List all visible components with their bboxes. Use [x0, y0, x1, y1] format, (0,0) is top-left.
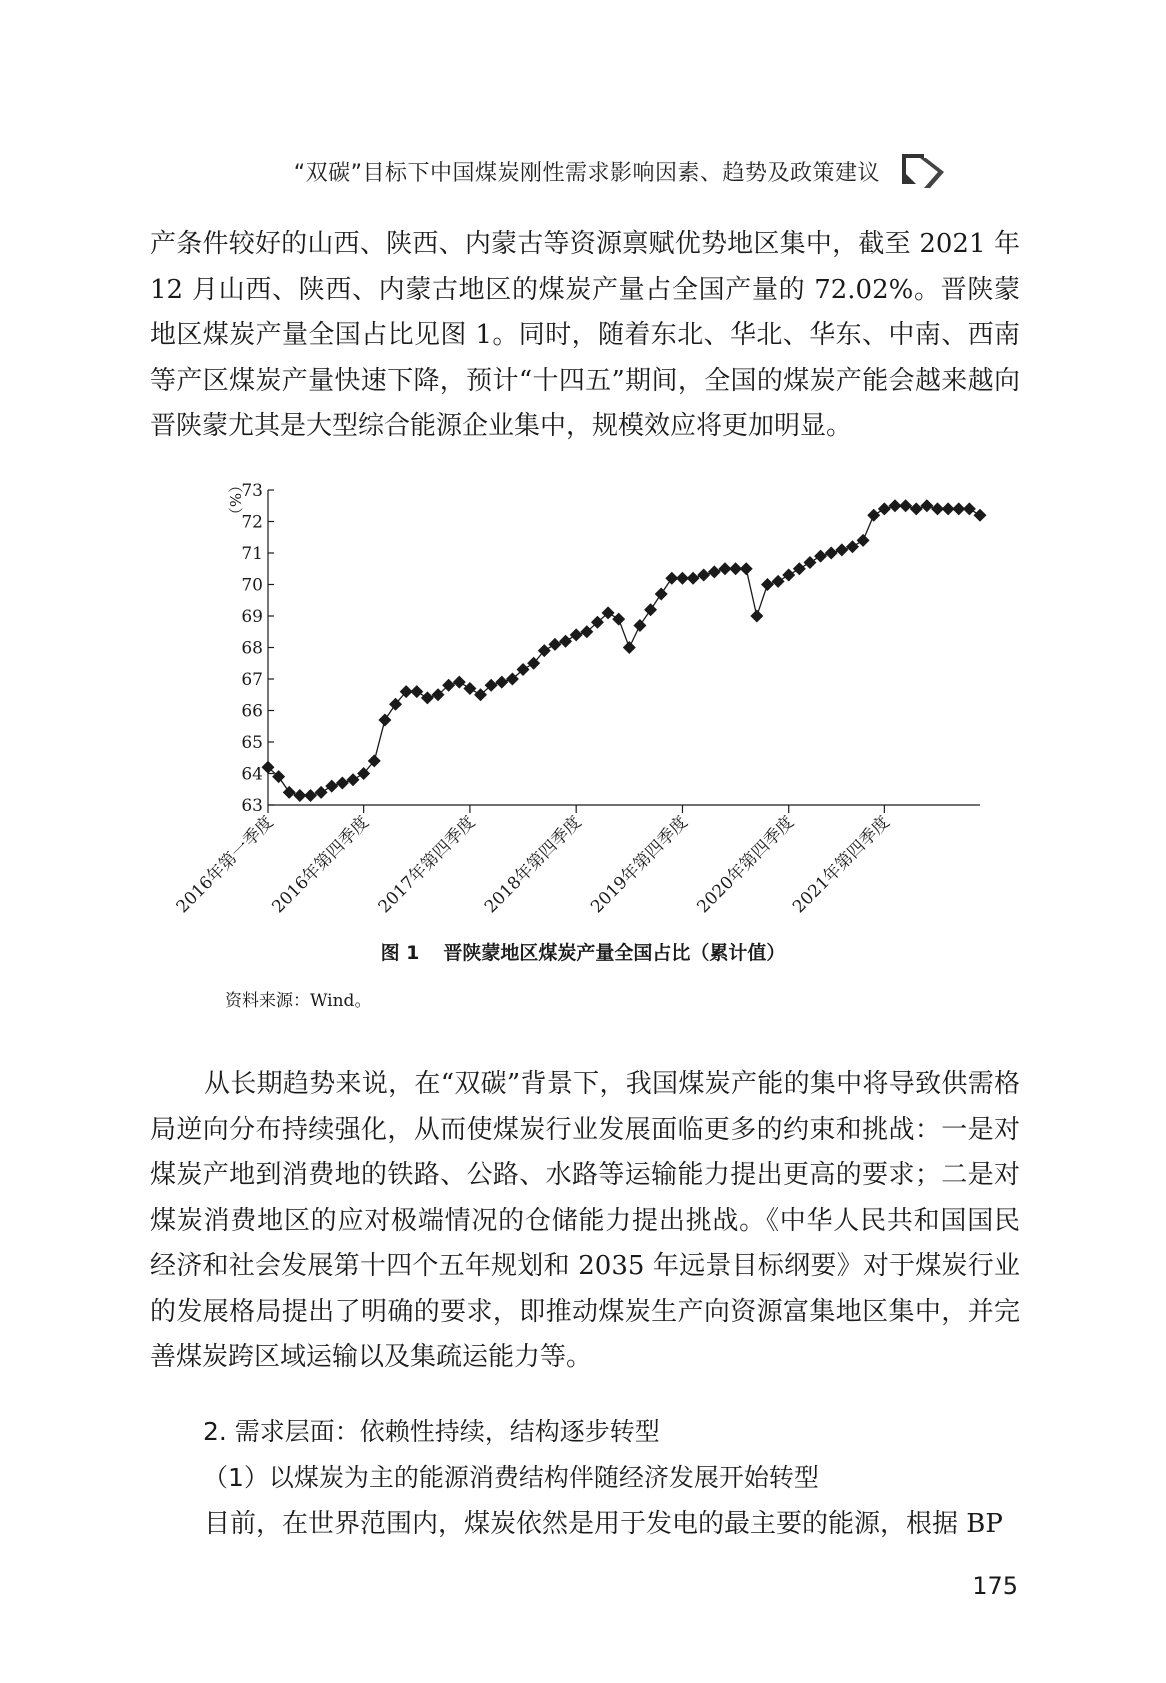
data-point [378, 713, 391, 726]
header-title: “双碳”目标下中国煤炭刚性需求影响因素、趋势及政策建议 [293, 161, 880, 186]
y-tick-label: 69 [241, 607, 263, 627]
data-point [803, 556, 816, 569]
data-point [920, 499, 933, 512]
figure-source: 资料来源：Wind。 [225, 991, 372, 1011]
x-tick-label: 2017年第四季度 [374, 812, 480, 918]
data-point [835, 543, 848, 556]
figure-number: 图 1 [380, 942, 420, 964]
data-point [782, 569, 795, 582]
y-axis-label: （%） [226, 477, 244, 523]
data-point [974, 509, 987, 522]
data-point [463, 682, 476, 695]
chapter-mark-icon [900, 152, 950, 192]
data-point [772, 575, 785, 588]
data-point [559, 635, 572, 648]
y-tick-label: 72 [241, 512, 263, 533]
data-point [623, 641, 636, 654]
paragraph-3: 目前，在世界范围内，煤炭依然是用于发电的最主要的能源，根据 BP [204, 1509, 1003, 1539]
data-point [644, 603, 657, 616]
y-tick-label: 64 [241, 764, 263, 785]
y-tick-label: 68 [241, 638, 263, 659]
data-point [347, 773, 360, 786]
data-point [421, 691, 434, 704]
running-header [150, 152, 950, 192]
figure-caption [0, 938, 1166, 965]
data-point [857, 534, 870, 547]
page-number: 175 [972, 1572, 1018, 1600]
data-point [570, 628, 583, 641]
data-point [878, 502, 891, 515]
series-markers [262, 499, 987, 802]
data-point [283, 786, 296, 799]
y-tick-label: 70 [241, 575, 263, 596]
data-point [963, 502, 976, 515]
data-point [687, 572, 700, 585]
data-point [740, 562, 753, 575]
data-point [495, 676, 508, 689]
data-point [453, 676, 466, 689]
y-tick-label: 65 [241, 733, 263, 753]
data-point [315, 786, 328, 799]
data-point [325, 780, 338, 793]
data-point [910, 502, 923, 515]
x-tick-label: 2018年第四季度 [480, 812, 586, 918]
data-point [846, 540, 859, 553]
x-tick-label: 2016年第四季度 [268, 812, 374, 918]
data-point [793, 562, 806, 575]
data-point [633, 619, 646, 632]
subsection-heading: （1）以煤炭为主的能源消费结构伴随经济发展开始转型 [203, 1463, 819, 1492]
figure-title: 晋陕蒙地区煤炭产量全国占比（累计值） [443, 942, 786, 964]
data-point [548, 638, 561, 651]
y-tick-label: 66 [241, 701, 263, 722]
data-point [750, 610, 763, 623]
paragraph-1: 产条件较好的山西、陕西、内蒙古等资源禀赋优势地区集中，截至 2021 年 12 月山西、陕西、内蒙古地区的煤炭产量占全国产量的 72.02%。晋陕蒙地区煤炭产量全国占比见图 1。同时，随着东北、华北、华东、中南、西南等产区煤炭产量快速下降，预计“十四五”期间，全国的煤炭产能会越来越向晋陕蒙尤其是大型综合能源企业集中，规模效应将更加明显。 [150, 229, 1020, 441]
y-tick-label: 67 [241, 670, 263, 690]
data-point [761, 578, 774, 591]
data-point [708, 565, 721, 578]
data-point [814, 550, 827, 563]
x-tick-label: 2021年第四季度 [789, 812, 894, 918]
data-point [304, 789, 317, 802]
series-line [268, 506, 980, 796]
data-point [899, 499, 912, 512]
y-tick-label: 63 [241, 796, 263, 816]
data-point [336, 776, 349, 789]
x-tick-label: 2016年第一季度 [172, 812, 278, 918]
figure-1-chart [172, 470, 1000, 940]
data-point [867, 509, 880, 522]
y-tick-label: 73 [241, 481, 263, 501]
x-axis [172, 805, 980, 917]
data-point [825, 547, 838, 560]
data-point [612, 613, 625, 626]
section-heading: 2. 需求层面：依赖性持续，结构逐步转型 [203, 1417, 660, 1446]
x-tick-label: 2020年第四季度 [693, 812, 799, 918]
data-point [655, 587, 668, 600]
y-tick-label: 71 [241, 544, 263, 564]
data-point [410, 685, 423, 698]
x-tick-label: 2019年第四季度 [587, 812, 692, 918]
data-point [697, 569, 710, 582]
paragraph-2: 从长期趋势来说，在“双碳”背景下，我国煤炭产能的集中将导致供需格局逆向分布持续强化，从而使煤炭行业发展面临更多的约束和挑战：一是对煤炭产地到消费地的铁路、公路、水路等运输能力提出更高的要求；二是对煤炭消费地区的应对极端情况的仓储能力提出挑战。《中华人民共和国国民经济和社会发展第十四个五年规划和 2035 年远景目标纲要》对于煤炭行业的发展格局提出了明确的要求，即推动煤炭生产向资源富集地区集中，并完善煤炭跨区域运输以及集疏运能力等。 [150, 1069, 1020, 1372]
